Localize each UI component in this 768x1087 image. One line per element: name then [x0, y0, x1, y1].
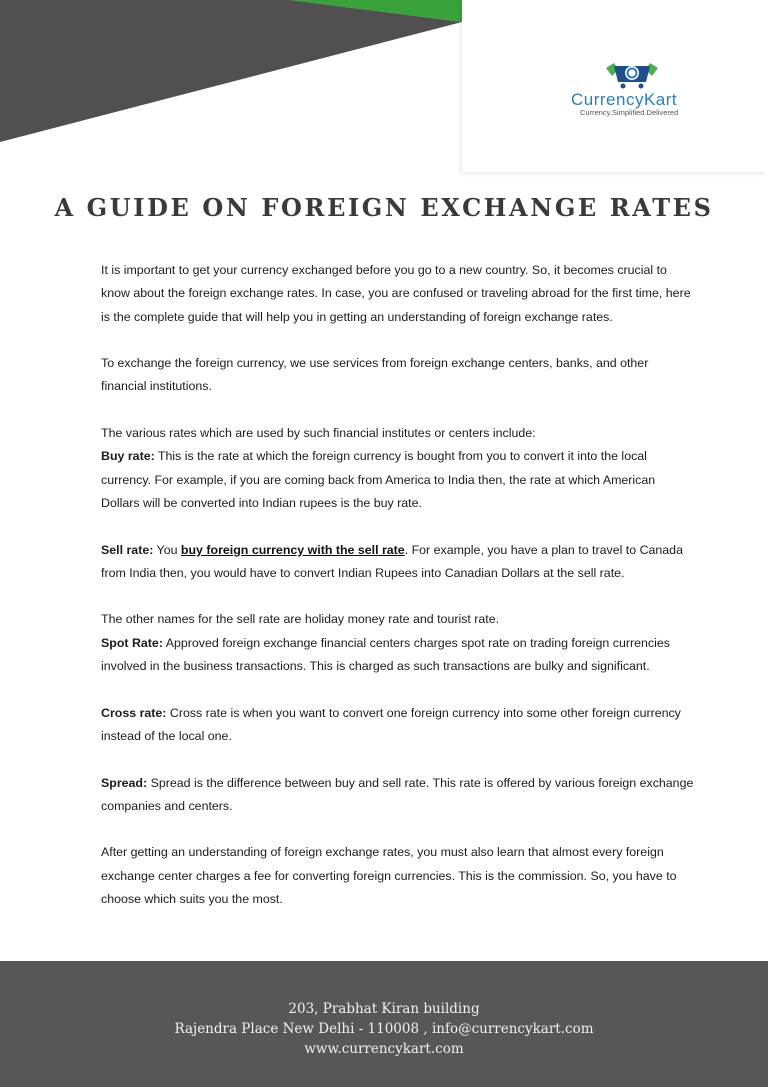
various-rates-paragraph: The various rates which are used by such financial institutes or centers include:	[101, 426, 536, 441]
footer-address-line: 203, Prabhat Kiran building	[288, 1001, 480, 1017]
spread-label: Spread:	[101, 775, 148, 790]
sell-rate-link[interactable]: buy foreign currency with the sell rate	[180, 542, 405, 557]
spot-rate-text: Approved foreign exchange financial centers charges spot rate on trading foreign currencies involved in the business transactions. This is charged as such transactions are bulky and significant.	[101, 635, 670, 674]
header-dark-triangle	[0, 0, 462, 142]
other-names-paragraph: The other names for the sell rate are holiday money rate and tourist rate.	[101, 612, 500, 627]
spread-paragraph	[101, 772, 696, 819]
footer-city-email-line: Rajendra Place New Delhi - 110008 , info@currencykart.com	[174, 1021, 594, 1037]
cross-rate-paragraph	[101, 702, 696, 749]
sell-rate-text: . For example, you have a plan to travel to Canada from India then, you would have to convert Indian Rupees into Canadian Dollars at the sell rate.	[101, 542, 683, 580]
cross-rate-text: Cross rate is when you want to convert one foreign currency into some other foreign currency instead of the local one.	[101, 705, 681, 743]
buy-rate-label: Buy rate:	[101, 449, 155, 464]
sell-rate-prefix: You	[153, 542, 181, 557]
intro-paragraph: It is important to get your currency exchanged before you go to a new country. So, it becomes crucial to know about the foreign exchange rates. In case, you are confused or traveling abroad for the first time, here is the complete guide that will help you in getting an understanding of foreign exchange rates.	[101, 263, 691, 324]
article-body	[101, 259, 696, 911]
spread-text: Spread is the difference between buy and sell rate. This rate is offered by various foreign exchange companies and centers.	[101, 775, 694, 813]
conclusion-paragraph: After getting an understanding of foreign exchange rates, you must also learn that almost every foreign exchange center charges a fee for converting foreign currencies. This is the commission. So, you have to choose which suits you the most.	[101, 845, 677, 907]
cross-rate-label: Cross rate:	[101, 705, 167, 720]
sell-rate-paragraph	[101, 539, 696, 586]
exchange-paragraph: To exchange the foreign currency, we use services from foreign exchange centers, banks, and other financial institutions.	[101, 356, 649, 394]
sell-rate-label: Sell rate:	[101, 542, 154, 557]
spot-rate-paragraph	[101, 632, 696, 679]
logo-wordmark: CurrencyKart	[571, 90, 678, 109]
buy-rate-text: This is the rate at which the foreign currency is bought from you to convert it into the local currency. For example, if you are coming back from America to India then, the rate at which American Dollars will be converted into Indian rupees is the buy rate.	[101, 449, 656, 510]
spot-rate-label: Spot Rate:	[101, 635, 163, 650]
logo-tagline: Currency.Simplified.Delivered	[580, 108, 679, 117]
footer-website-link[interactable]: www.currencykart.com	[304, 1041, 464, 1057]
currency-cart-icon	[604, 60, 660, 90]
buy-rate-paragraph	[101, 445, 696, 515]
page-footer	[0, 961, 768, 1087]
page-title: A GUIDE ON FOREIGN EXCHANGE RATES	[54, 193, 714, 222]
